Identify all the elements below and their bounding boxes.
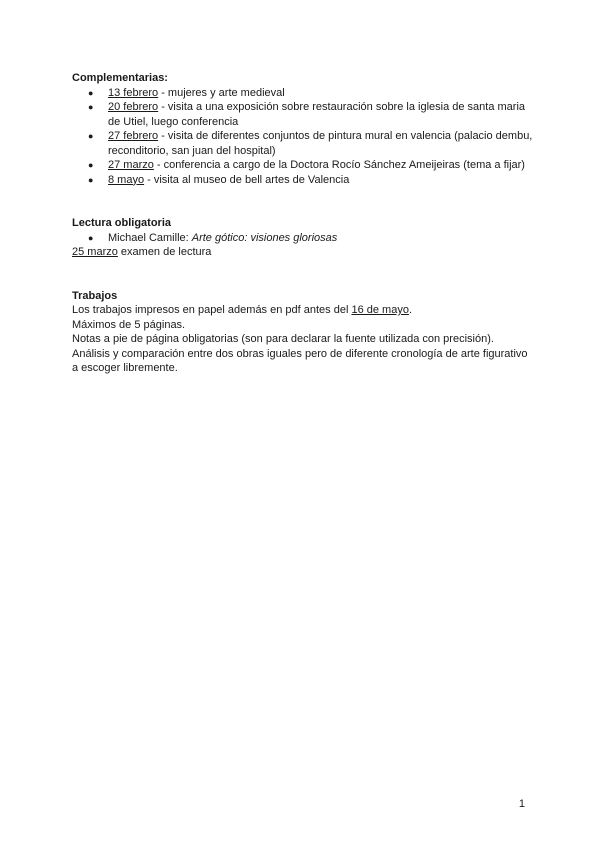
exam-text: examen de lectura [117,246,212,258]
event-text: - visita a una exposición sobre restauración sobre la iglesia de santa maria de Utiel, luego conferencia [108,101,526,128]
list-item [88,100,534,129]
event-text: - conferencia a cargo de la Doctora Rocío Sánchez Ameijeiras (tema a fijar) [153,159,525,171]
section-spacer [72,187,534,216]
event-date: 8 mayo [108,173,145,186]
event-text: - visita al museo de bell artes de Valencia [144,173,350,186]
reading-author: Michael Camille: [108,231,192,244]
list-item [88,129,534,158]
page-number: 1 [518,798,525,810]
bullet-icon: ● [88,174,94,185]
list-item [88,173,534,188]
lectura-section [72,216,534,260]
reading-title: Arte gótico: visiones gloriosas [191,231,338,244]
deadline-prefix: Los trabajos impresos en papel además en pdf antes del [72,304,352,316]
bullet-icon: ● [88,160,94,170]
lectura-list [72,231,534,246]
bullet-icon: ● [88,232,94,243]
trabajos-line-pages: Máximos de 5 páginas. [72,318,186,331]
event-date: 27 febrero [108,130,159,142]
deadline-suffix: . [408,304,412,316]
deadline-date: 16 de mayo [351,304,409,316]
bullet-icon: ● [88,131,94,141]
event-date: 13 febrero [108,86,159,99]
complementarias-heading: Complementarias: [72,72,168,84]
section-spacer [72,260,534,289]
exam-date: 25 marzo [72,246,118,258]
trabajos-line-analysis: Análisis y comparación entre dos obras iguales pero de diferente cronología de arte figurativo a escoger libremente. [72,347,528,374]
exam-line [72,245,534,260]
complementarias-list [72,86,534,188]
list-item [88,86,534,101]
event-date: 27 marzo [108,159,154,171]
list-item [88,231,534,246]
bullet-icon: ● [88,102,94,112]
event-text: - mujeres y arte medieval [158,86,285,99]
event-text: - visita de diferentes conjuntos de pintura mural en valencia (palacio dembu, reconditorio, san juan del hospital) [108,130,533,157]
list-item [88,158,534,173]
complementarias-section [72,71,534,187]
document-page [72,71,534,376]
trabajos-line-deadline [72,303,534,318]
trabajos-heading: Trabajos [72,289,118,302]
trabajos-section [72,289,534,376]
lectura-heading: Lectura obligatoria [72,217,172,229]
trabajos-line-notes: Notas a pie de página obligatorias (son para declarar la fuente utilizada con precisión). [72,333,494,345]
event-date: 20 febrero [108,101,159,113]
bullet-icon: ● [88,87,94,98]
